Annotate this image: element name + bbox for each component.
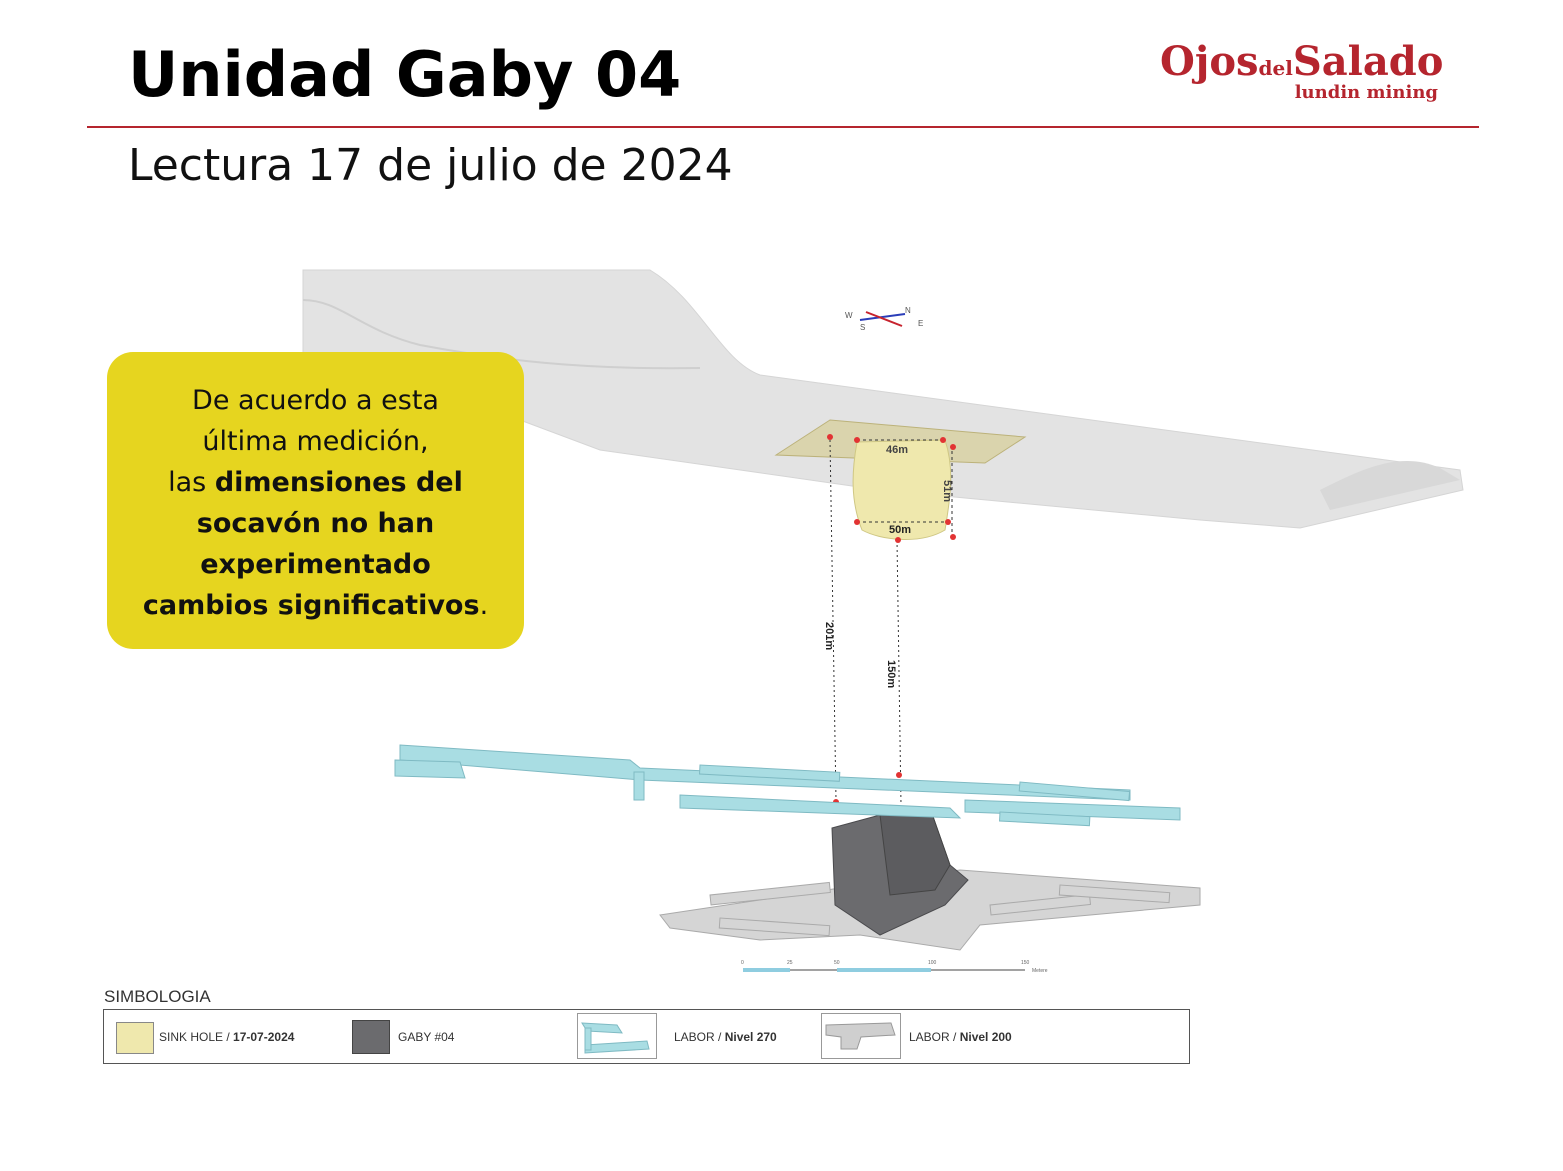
compass-n: N bbox=[905, 306, 911, 315]
scale-unit: Metere bbox=[1032, 968, 1048, 974]
callout-line-2: última medición, bbox=[202, 426, 429, 457]
legend-item-nivel-200: LABOR / Nivel 200 bbox=[909, 1030, 1012, 1044]
legend-item-nivel-270: LABOR / Nivel 270 bbox=[674, 1030, 777, 1044]
findings-callout bbox=[107, 352, 524, 649]
legend-title: SIMBOLOGIA bbox=[104, 987, 211, 1006]
callout-prefix: las bbox=[168, 467, 215, 498]
compass-rose bbox=[845, 306, 923, 332]
callout-bold-3: experimentado bbox=[200, 549, 431, 580]
scale-tick: 25 bbox=[787, 960, 793, 966]
callout-bold-4: cambios significativos bbox=[142, 590, 480, 621]
logo-tagline: lundin mining bbox=[1294, 82, 1438, 103]
logo-word-ojos: Ojos bbox=[1160, 38, 1259, 85]
tunnel-segment bbox=[680, 795, 960, 818]
point bbox=[854, 437, 860, 443]
scale-tick: 150 bbox=[1021, 960, 1030, 966]
legend-swatch-gaby bbox=[352, 1020, 390, 1054]
compass-w: W bbox=[845, 311, 853, 320]
label-depth-left: 201m bbox=[823, 622, 835, 651]
legend-box bbox=[103, 1009, 1190, 1064]
callout-bold-2: socavón no han bbox=[196, 508, 435, 539]
scale-segment bbox=[837, 968, 931, 972]
callout-bold-1: dimensiones del bbox=[214, 467, 463, 498]
labor-nivel-270 bbox=[395, 745, 1180, 826]
page-title: Unidad Gaby 04 bbox=[128, 38, 682, 111]
callout-line-1: De acuerdo a esta bbox=[192, 385, 439, 416]
point bbox=[940, 437, 946, 443]
point bbox=[896, 772, 902, 778]
page-subtitle: Lectura 17 de julio de 2024 bbox=[128, 140, 733, 191]
logo-word-del: del bbox=[1258, 56, 1293, 80]
label-bottom-width: 50m bbox=[889, 524, 912, 536]
scale-tick: 100 bbox=[928, 960, 937, 966]
scale-tick: 50 bbox=[834, 960, 840, 966]
point bbox=[854, 519, 860, 525]
legend-swatch-nivel-200 bbox=[821, 1013, 901, 1059]
legend-swatch-nivel-270 bbox=[577, 1013, 657, 1059]
point bbox=[827, 434, 833, 440]
label-top-width: 46m bbox=[886, 444, 909, 456]
logo-word-salado: Salado bbox=[1292, 38, 1444, 85]
point bbox=[895, 537, 901, 543]
legend-item-gaby: GABY #04 bbox=[398, 1030, 455, 1044]
label-height: 51m bbox=[941, 480, 953, 503]
dim-line-depth-left bbox=[830, 440, 836, 800]
callout-suffix: . bbox=[479, 590, 489, 621]
compass-e: E bbox=[918, 319, 924, 328]
compass-s: S bbox=[860, 323, 866, 332]
scale-tick: 0 bbox=[741, 960, 744, 966]
label-depth-right: 150m bbox=[885, 660, 897, 689]
point bbox=[950, 534, 956, 540]
point bbox=[945, 519, 951, 525]
scale-segment bbox=[743, 968, 790, 972]
legend-swatch-sinkhole bbox=[116, 1022, 154, 1054]
scale-bar bbox=[741, 960, 1048, 974]
gaby-block-side bbox=[880, 808, 950, 895]
legend-item-sinkhole: SINK HOLE / 17-07-2024 bbox=[159, 1030, 295, 1044]
tunnel-segment bbox=[634, 772, 644, 800]
tunnel-segment bbox=[395, 760, 465, 778]
point bbox=[950, 444, 956, 450]
